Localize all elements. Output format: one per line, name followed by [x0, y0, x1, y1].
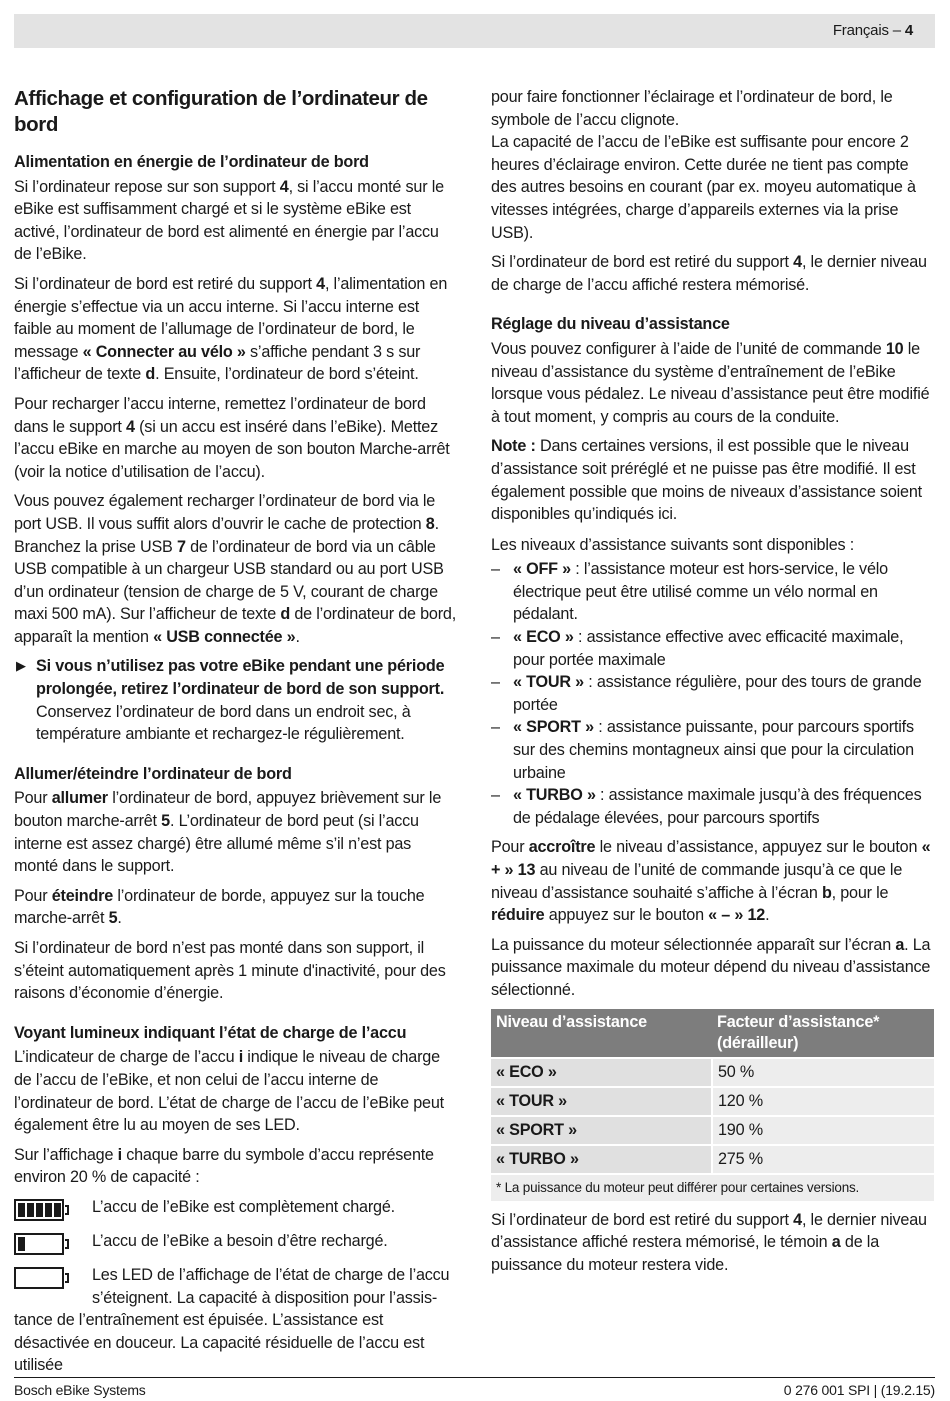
- table-row: « ECO » 50 %: [491, 1058, 934, 1087]
- paragraph: pour faire fonctionner l’éclairage et l’ordinateur de bord, le symbole de l’accu clignote.: [491, 88, 893, 129]
- list-item: – « OFF » : l’assistance moteur est hors-service, le vélo électrique peut être utilisé comme un vélo normal en pédalant.: [491, 560, 888, 624]
- battery-low-icon: [14, 1233, 70, 1255]
- battery-empty-icon: [14, 1267, 70, 1289]
- left-column: [14, 86, 456, 1377]
- subheading-charge-indicator: Voyant lumineux indiquant l’état de charge de l’accu: [14, 1023, 407, 1042]
- paragraph: Si l’ordinateur de bord est retiré du support 4, le dernier niveau de charge de l’accu affiché restera mémorisé.: [491, 253, 927, 294]
- assist-factor-table: [491, 1009, 934, 1201]
- paragraph: Vous pouvez également recharger l’ordinateur de bord via le port USB. Il vous suffit alors d’ouvrir le cache de protection 8. Branchez la prise USB 7 de l’ordinateur de bord via un câble USB compatible à un chargeur USB standard ou au port USB d’un ordinateur (tension de charge de 5 V, courant de charge maxi 500 mA). Sur l’afficheur de texte d de l’ordinateur de bord, apparaît la mention « USB connectée ».: [14, 492, 456, 646]
- note-paragraph: Note : Dans certaines versions, il est possible que le niveau d’assistance soit préréglé et ne puisse pas être modifié. Il est également possible que moins de niveaux d’assistance soient disponibles qu’indiqués ici.: [491, 437, 922, 524]
- battery-empty-row: Les LED de l’affichage de l’état de charge de l’accu s’éteignent. La capacité à disposition pour l’assis-: [14, 1264, 456, 1309]
- table-header-cell: Niveau d’assistance: [491, 1009, 712, 1058]
- table-header-row: [491, 1009, 934, 1058]
- triangle-bullet-icon: ▶: [16, 658, 26, 674]
- right-column: [491, 86, 933, 1283]
- paragraph: Si l’ordinateur de bord est retiré du support 4, l’alimentation en énergie s’effectue via un accu interne. Si l’accu interne est faible au moment de l’allumage de l’ordinateur de bord, le message « Connecter au vélo » s’affiche pendant 3 s sur l’afficheur de texte d. Ensuite, l’ordinateur de bord s’éteint.: [14, 274, 448, 384]
- paragraph: Les niveaux d’assistance suivants sont disponibles :: [491, 535, 855, 554]
- subheading-assist-level: Réglage du niveau d’assistance: [491, 315, 730, 334]
- paragraph: Si l’ordinateur repose sur son support 4, si l’accu monté sur le eBike est suffisamment chargé et si le système eBike est activé, l’ordinateur de bord est alimenté en énergie par l’accu de l’eBike.: [14, 177, 444, 264]
- tip-paragraph: ▶ Si vous n’utilisez pas votre eBike pendant une période prolongée, retirez l’ordinateur de bord de son support. Conservez l’ordinateur de bord dans un endroit sec, à température ambiante et rechargez-le régulièrement.: [16, 657, 445, 744]
- list-item: – « SPORT » : assistance puissante, pour parcours sportifs sur des chemins montagneux ainsi que pour la circulation urbaine: [491, 718, 914, 782]
- paragraph: tance de l’entraînement est épuisée. L’assistance est désactivée en douceur. La capacité résiduelle de l’accu est utilisée: [14, 1311, 425, 1375]
- footer-company: Bosch eBike Systems: [14, 1382, 146, 1398]
- page-header-text: Français – 4: [832, 22, 913, 39]
- subheading-power-supply: Alimentation en énergie de l’ordinateur de bord: [14, 153, 369, 171]
- paragraph: Pour recharger l’accu interne, remettez l’ordinateur de bord dans le support 4 (si un accu est inséré dans l’eBike). Mettez l’accu eBike en marche au moyen de son bouton Marche-arrêt (voir la notice d’utilisation de l’accu).: [14, 394, 450, 481]
- battery-low-row: L’accu de l’eBike a besoin d’être rechargé.: [14, 1230, 456, 1254]
- list-item: – « TOUR » : assistance régulière, pour des tours de grande portée: [491, 673, 922, 714]
- battery-full-row: L’accu de l’eBike est complètement chargé.: [14, 1196, 456, 1220]
- table-footnote: * La puissance du moteur peut différer pour certaines versions.: [491, 1174, 934, 1201]
- list-item: – « TURBO » : assistance maximale jusqu’à des fréquences de pédalage élevées, pour parcours sportifs: [491, 786, 922, 827]
- table-header-cell: Facteur d’assistance* (dérailleur): [712, 1009, 934, 1058]
- paragraph: Vous pouvez configurer à l’aide de l’unité de commande 10 le niveau d’assistance du système d’entraînement de l’eBike lorsque vous pédalez. Le niveau d’assistance peut être modifié à tout moment, y compris au cours de la conduite.: [491, 339, 930, 426]
- paragraph: La puissance du moteur sélectionnée apparaît sur l’écran a. La puissance maximale du moteur dépend du niveau d’assistance sélectionné.: [491, 935, 931, 999]
- table-row: « TURBO » 275 %: [491, 1145, 934, 1174]
- page-header: [14, 14, 935, 48]
- list-item: – « ECO » : assistance effective avec efficacité maximale, pour portée maximale: [491, 628, 904, 669]
- subheading-on-off: Allumer/éteindre l’ordinateur de bord: [14, 764, 292, 783]
- section-title: Affichage et configuration de l’ordinateur de bord: [14, 87, 428, 136]
- paragraph: Sur l’affichage i chaque barre du symbole d’accu représente environ 20 % de capacité :: [14, 1145, 434, 1187]
- page-number: 4: [904, 22, 913, 39]
- footer-divider: [14, 1377, 935, 1378]
- paragraph: Si l’ordinateur de bord n’est pas monté dans son support, il s’éteint automatiquement après 1 minute d'inactivité, pour des raisons d’économie d’énergie.: [14, 939, 446, 1003]
- table-row: « TOUR » 120 %: [491, 1087, 934, 1116]
- footer-docref: 0 276 001 SPI | (19.2.15): [783, 1382, 935, 1398]
- paragraph: Pour allumer l’ordinateur de bord, appuyez brièvement sur le bouton marche-arrêt 5. L’ordinateur de bord peut (si l’accu interne est assez chargé) être allumé même s’il n’est pas monté dans le support.: [14, 789, 442, 876]
- paragraph: L’indicateur de charge de l’accu i indique le niveau de charge de l’accu de l’eBike, et non celui de l’accu interne de l’ordinateur de bord. L’état de charge de l’accu de l’eBike peut également être lu au moyen de ses LED.: [14, 1048, 444, 1135]
- battery-full-icon: [14, 1199, 70, 1221]
- table-row: « SPORT » 190 %: [491, 1116, 934, 1145]
- paragraph: Pour accroître le niveau d’assistance, appuyez sur le bouton « + » 13 au niveau de l’unité de commande jusqu’à ce que le niveau d’assistance souhaité s’affiche à l’écran b, pour le réduire appuyez sur le bouton « – » 12.: [491, 838, 931, 925]
- assist-levels-list: [491, 558, 933, 829]
- paragraph: Si l’ordinateur de bord est retiré du support 4, le dernier niveau d’assistance affiché restera mémorisé, le témoin a de la puissance du moteur restera vide.: [491, 1210, 927, 1274]
- paragraph: Pour éteindre l’ordinateur de borde, appuyez sur la touche marche-arrêt 5.: [14, 886, 425, 928]
- paragraph: La capacité de l’accu de l’eBike est suffisante pour encore 2 heures d’éclairage environ. Cette durée ne tient pas compte des autres besoins en courant (par ex. moyeu automatique à vitesses intégrées, charge d’appareils externes via la prise USB).: [491, 133, 916, 242]
- table-footnote-row: [491, 1174, 934, 1201]
